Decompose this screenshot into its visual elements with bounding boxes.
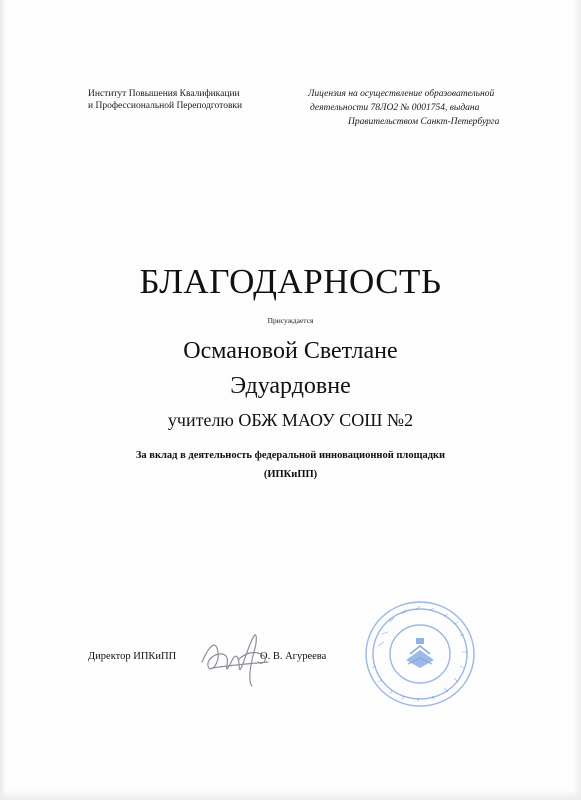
institute-line-1: Институт Повышения Квалификации — [88, 89, 240, 99]
award-reason — [0, 446, 581, 484]
institute-line-2: и Профессиональной Переподготовки — [88, 101, 243, 111]
reason-line-2: (ИПКиПП) — [263, 469, 318, 480]
institute-name — [88, 88, 288, 112]
recipient-name-line-2: Эдуардовне — [230, 373, 351, 399]
certificate-title: БЛАГОДАРНОСТЬ — [139, 262, 442, 301]
official-seal — [360, 594, 480, 714]
director-label: Директор ИПКиПП — [88, 651, 177, 662]
scan-edge-left — [0, 0, 6, 800]
awarded-label: Присуждается — [267, 316, 314, 325]
license-line-1: Лицензия на осуществление образовательной — [308, 89, 495, 99]
scan-edge-bottom — [0, 790, 581, 800]
reason-line-1: За вклад в деятельность федеральной инновационной площадки — [135, 450, 446, 461]
handwritten-signature — [198, 622, 278, 692]
license-line-3: Правительством Санкт-Петербурга — [348, 117, 500, 127]
scan-edge-right — [573, 0, 581, 800]
director-name: О. В. Агуреева — [260, 651, 327, 662]
recipient-position: учителю ОБЖ МАОУ СОШ №2 — [167, 410, 414, 430]
license-line-2: деятельности 78ЛО2 № 0001754, выдана — [310, 103, 480, 113]
recipient-name-line-1: Османовой Светлане — [183, 338, 398, 364]
license-info — [300, 87, 530, 129]
